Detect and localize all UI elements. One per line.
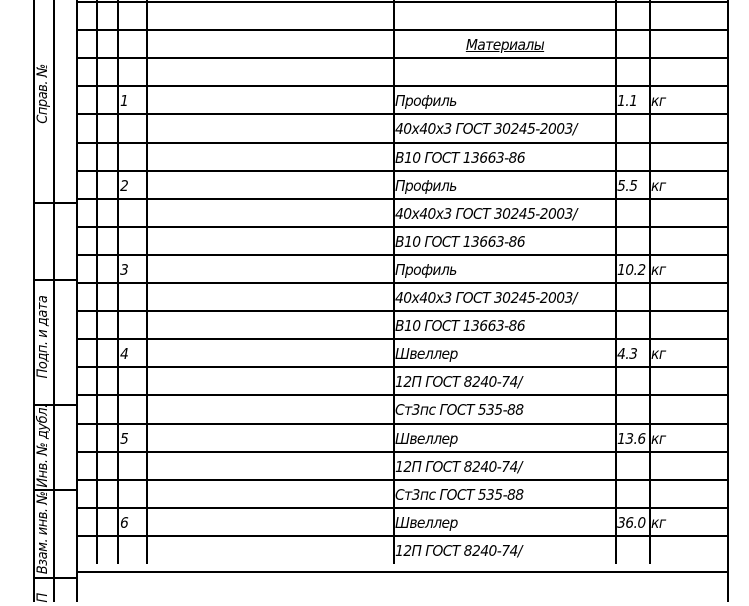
- position-number: [120, 368, 146, 396]
- mass-value: [617, 144, 649, 172]
- position-number: [120, 396, 146, 424]
- mass-value: 13.6: [617, 430, 646, 448]
- mass-value: 5.5: [617, 177, 638, 195]
- mass-unit: кг: [651, 514, 666, 532]
- stamp-label-partial: П: [35, 593, 51, 603]
- mass-unit: кг: [651, 177, 666, 195]
- mass-unit: кг: [651, 430, 666, 448]
- position-number: 4: [120, 345, 129, 363]
- position-number: 2: [120, 177, 129, 195]
- position-number: [120, 284, 146, 312]
- section-title-materials: Материалы: [465, 36, 545, 54]
- material-name: Профиль: [395, 177, 457, 195]
- mass-value: [617, 312, 649, 340]
- mass-value: 1.1: [617, 92, 638, 110]
- position-number: [120, 453, 146, 481]
- material-name: Швеллер: [395, 514, 458, 532]
- mass-value: [617, 453, 649, 481]
- mass-value: 10.2: [617, 261, 646, 279]
- position-number: 1: [120, 92, 129, 110]
- material-name: 12П ГОСТ 8240-74/: [395, 373, 522, 391]
- material-name: В10 ГОСТ 13663-86: [395, 149, 526, 167]
- mass-unit: [651, 284, 721, 312]
- mass-value: [617, 200, 649, 228]
- material-name: В10 ГОСТ 13663-86: [395, 317, 526, 335]
- position-number: 5: [120, 430, 129, 448]
- position-number: 6: [120, 514, 129, 532]
- material-name: Швеллер: [395, 430, 458, 448]
- position-number: [120, 537, 146, 565]
- mass-value: 4.3: [617, 345, 638, 363]
- material-name: Профиль: [395, 92, 457, 110]
- mass-value: [617, 228, 649, 256]
- material-name: 40x40x3 ГОСТ 30245-2003/: [395, 120, 577, 138]
- mass-value: [617, 481, 649, 509]
- mass-unit: кг: [651, 92, 666, 110]
- material-name: 12П ГОСТ 8240-74/: [395, 542, 522, 560]
- mass-unit: кг: [651, 261, 666, 279]
- stamp-label-reference-number: Справ. №: [35, 64, 51, 124]
- position-number: [120, 312, 146, 340]
- mass-unit: кг: [651, 345, 666, 363]
- stamp-label-duplicate-inventory-number: Инв. № дубл.: [35, 404, 51, 488]
- mass-unit: [651, 200, 721, 228]
- mass-value: 36.0: [617, 514, 646, 532]
- mass-value: [617, 396, 649, 424]
- mass-unit: [651, 537, 721, 565]
- mass-unit: [651, 144, 721, 172]
- mass-unit: [651, 115, 721, 143]
- material-name: 40x40x3 ГОСТ 30245-2003/: [395, 289, 577, 307]
- position-number: [120, 228, 146, 256]
- material-name: 12П ГОСТ 8240-74/: [395, 458, 522, 476]
- mass-value: [617, 284, 649, 312]
- material-name: Швеллер: [395, 345, 458, 363]
- position-number: [120, 481, 146, 509]
- mass-unit: [651, 228, 721, 256]
- mass-unit: [651, 396, 721, 424]
- stamp-label-signature-date: Подп. и дата: [35, 295, 51, 379]
- mass-unit: [651, 453, 721, 481]
- mass-unit: [651, 481, 721, 509]
- mass-unit: [651, 368, 721, 396]
- material-name: Ст3пс ГОСТ 535-88: [395, 486, 524, 504]
- position-number: [120, 200, 146, 228]
- position-number: [120, 144, 146, 172]
- material-name: 40x40x3 ГОСТ 30245-2003/: [395, 205, 577, 223]
- mass-value: [617, 115, 649, 143]
- position-number: [120, 115, 146, 143]
- material-name: Профиль: [395, 261, 457, 279]
- mass-value: [617, 537, 649, 565]
- mass-value: [617, 368, 649, 396]
- position-number: 3: [120, 261, 129, 279]
- mass-unit: [651, 312, 721, 340]
- stamp-label-replaced-inventory-number: Взам. инв. №: [35, 491, 51, 575]
- material-name: В10 ГОСТ 13663-86: [395, 233, 526, 251]
- material-name: Ст3пс ГОСТ 535-88: [395, 401, 524, 419]
